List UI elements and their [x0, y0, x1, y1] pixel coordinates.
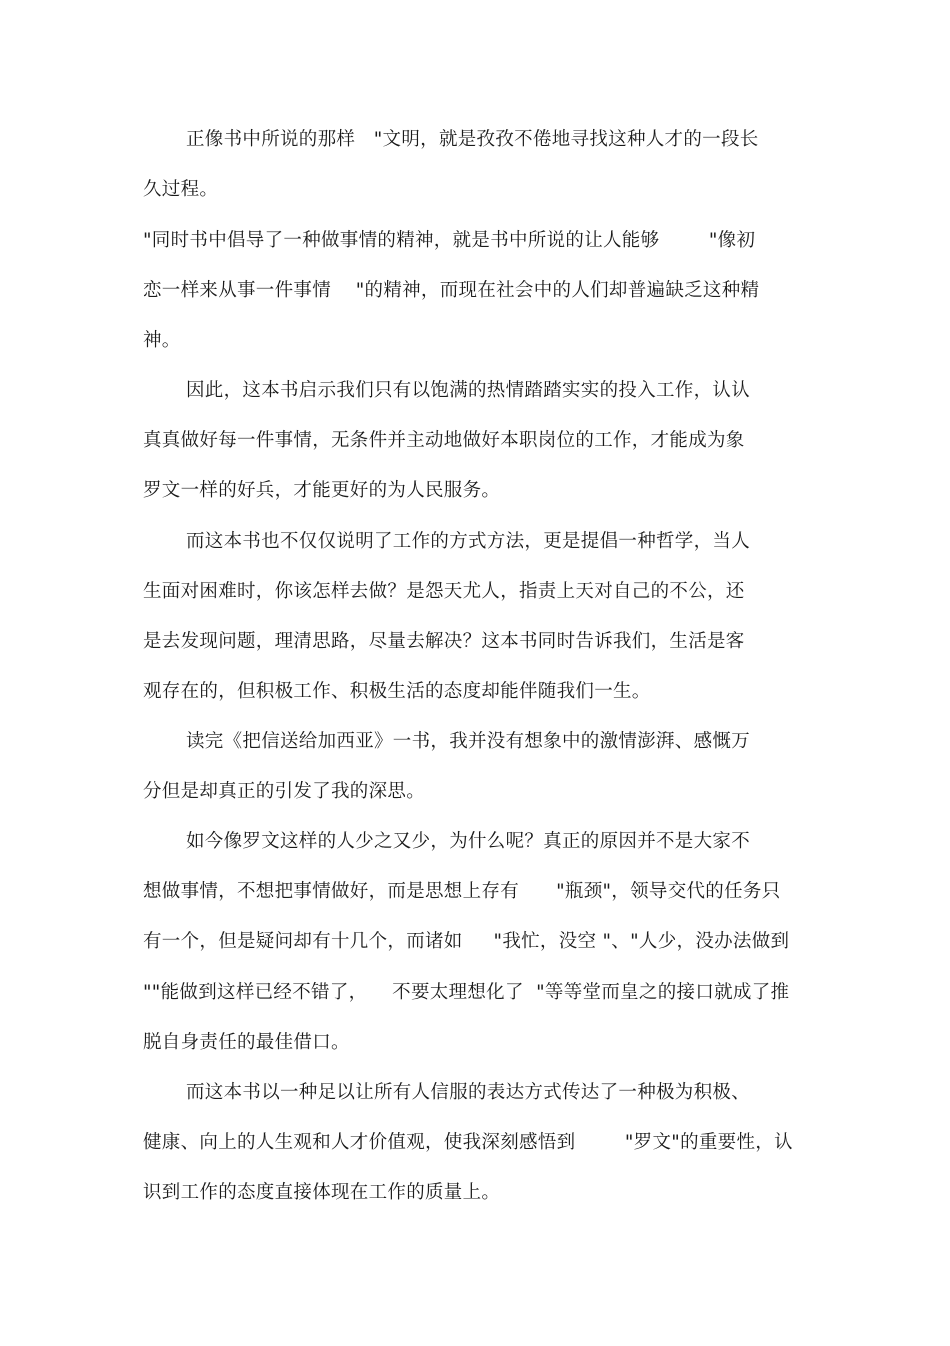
- paragraph-6-line-1: 如今像罗文这样的人少之又少，为什么呢？真正的原因并不是大家不: [186, 831, 751, 852]
- paragraph-2-line-1: "同时书中倡导了一种做事情的精神，就是书中所说的让人能够 "像初: [143, 230, 756, 251]
- paragraph-3-line-2: 真真做好每一件事情，无条件并主动地做好本职岗位的工作，才能成为象: [143, 430, 745, 451]
- paragraph-4-line-3: 是去发现问题，理清思路，尽量去解决？这本书同时告诉我们，生活是客: [143, 631, 745, 652]
- paragraph-3-line-3: 罗文一样的好兵，才能更好的为人民服务。: [143, 480, 501, 501]
- paragraph-6-line-4: ""能做到这样已经不错了， 不要太理想化了 "等等堂而皇之的接口就成了推: [143, 982, 790, 1003]
- paragraph-5-line-2: 分但是却真正的引发了我的深思。: [143, 781, 426, 802]
- paragraph-1-line-1: 正像书中所说的那样 "文明，就是孜孜不倦地寻找这种人才的一段长: [186, 129, 759, 150]
- paragraph-2-line-2: 恋一样来从事一件事情 "的精神，而现在社会中的人们却普遍缺乏这种精: [143, 280, 760, 301]
- paragraph-7-line-3: 识到工作的态度直接体现在工作的质量上。: [143, 1182, 501, 1203]
- paragraph-7-line-2: 健康、向上的人生观和人才价值观，使我深刻感悟到 "罗文"的重要性，认: [143, 1132, 793, 1153]
- paragraph-5-line-1: 读完《把信送给加西亚》一书，我并没有想象中的激情澎湃、感慨万: [186, 731, 751, 752]
- paragraph-3-line-1: 因此，这本书启示我们只有以饱满的热情踏踏实实的投入工作，认认: [186, 380, 751, 401]
- paragraph-6-line-5: 脱自身责任的最佳借口。: [143, 1032, 350, 1053]
- paragraph-6-line-2: 想做事情，不想把事情做好，而是思想上存有 "瓶颈"，领导交代的任务只: [143, 881, 781, 902]
- paragraph-4-line-1: 而这本书也不仅仅说明了工作的方式方法，更是提倡一种哲学，当人: [186, 531, 751, 552]
- paragraph-4-line-4: 观存在的，但积极工作、积极生活的态度却能伴随我们一生。: [143, 681, 651, 702]
- paragraph-1-line-2: 久过程。: [143, 179, 219, 200]
- paragraph-2-line-3: 神。: [143, 330, 181, 351]
- paragraph-4-line-2: 生面对困难时，你该怎样去做？是怨天尤人，指责上天对自己的不公，还: [143, 581, 745, 602]
- paragraph-6-line-3: 有一个，但是疑问却有十几个，而诸如 "我忙，没空 "、"人少，没办法做到: [143, 931, 790, 952]
- paragraph-7-line-1: 而这本书以一种足以让所有人信服的表达方式传达了一种极为积极、: [186, 1082, 751, 1103]
